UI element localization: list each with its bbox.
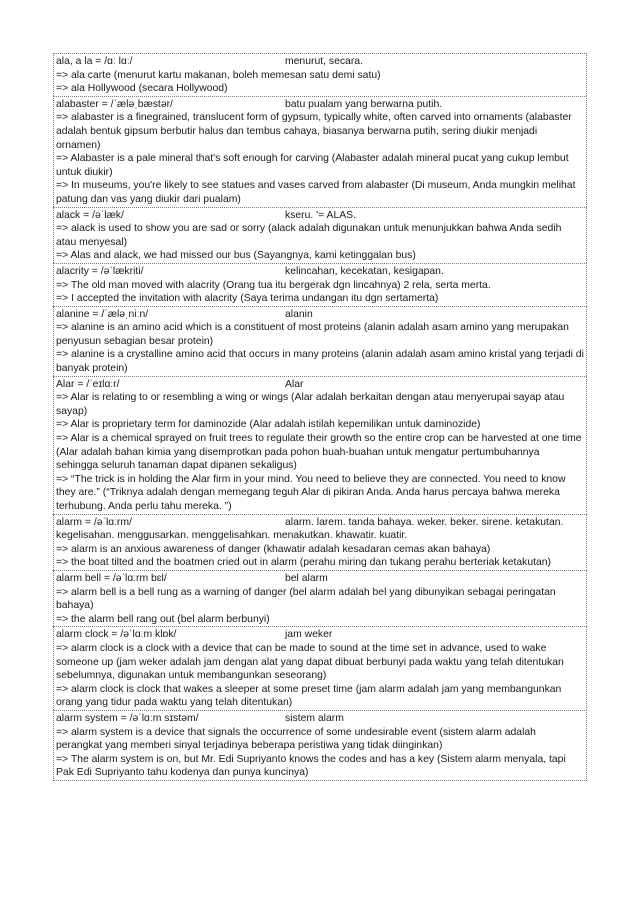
entry-head	[56, 572, 584, 586]
entry-term: alarm bell = /əˈlɑːrm bɛl/	[56, 572, 167, 584]
entry-meaning: alarm. larem. tanda bahaya. weker. beker. sirene. ketakutan.	[285, 516, 564, 528]
entry-example: => The alarm system is on, but Mr. Edi Supriyanto knows the codes and has a key (Sistem alarm menyala, tapi Pak Edi Supriyanto tahu kodenya dan punya kuncinya)	[56, 753, 566, 779]
entry-head	[56, 628, 584, 642]
entry-alar	[53, 376, 587, 514]
entry-term: alarm = /əˈlɑːrm/	[56, 516, 132, 528]
entry-term: alanine = /ˈæləˌniːn/	[56, 308, 149, 320]
entry-head	[56, 265, 584, 279]
entry-head	[56, 209, 584, 223]
entry-alanine	[53, 306, 587, 376]
entry-term: Alar = /ˈeɪlɑːr/	[56, 378, 120, 390]
entry-example: => I accepted the invitation with alacrity (Saya terima undangan itu dgn sertamerta)	[56, 293, 439, 305]
entry-head	[56, 712, 584, 726]
entry-alarm-bell	[53, 570, 587, 626]
entry-example: => Alar is a chemical sprayed on fruit trees to regulate their growth so the entire crop can be harvested at one time (Alar adalah bahan kimia yang disemprotkan pada pohon buah-buahan untuk mengatur pertumbuhannya sehingga seluruh tanaman dapat dipanen sekaligus)	[56, 433, 582, 472]
entry-example: => alarm is an anxious awareness of danger (khawatir adalah kesadaran cemas akan bahaya)	[56, 543, 491, 555]
entry-example: => ala carte (menurut kartu makanan, boleh memesan satu demi satu)	[56, 69, 381, 81]
entry-meaning: Alar	[285, 378, 304, 390]
entry-head	[56, 98, 584, 112]
entry-example: => alanine is a crystalline amino acid that occurs in many proteins (alanin adalah asam amino kristal yang terjadi di banyak protein)	[56, 349, 584, 375]
entry-alarm-clock	[53, 626, 587, 710]
entry-alarm-system	[53, 710, 587, 781]
entry-example: => alarm clock is a clock with a device that can be made to sound at the time set in advance, used to wake someone up (jam weker adalah jam dengan alat yang dapat dibuat berbunyi pada waktu yang telah ditentukan sebelumnya, digunakan untuk membangunkan seseorang)	[56, 642, 564, 682]
entry-head	[56, 308, 584, 322]
entry-example: => the boat tilted and the boatmen cried out in alarm (perahu miring dan tukang perahu berteriak ketakutan)	[56, 557, 552, 569]
entry-meaning: batu pualam yang berwarna putih.	[285, 98, 443, 110]
entry-alacrity	[53, 263, 587, 306]
entry-example: => alarm system is a device that signals the occurrence of some undesirable event (sistem alarm adalah perangkat yang memberi sinyal terjadinya beberapa peristiwa yang tidak diinginkan)	[56, 726, 536, 752]
entry-example: => Alas and alack, we had missed our bus (Sayangnya, kami ketinggalan bus)	[56, 250, 416, 262]
entry-head	[56, 516, 584, 530]
entry-example: => alanine is an amino acid which is a constituent of most proteins (alanin adalah asam amino yang merupakan penyusun sebagian besar protein)	[56, 322, 569, 347]
entry-example: => the alarm bell rang out (bel alarm berbunyi)	[56, 613, 270, 625]
entry-meaning: kseru. '= ALAS.	[285, 209, 357, 221]
entry-example: => alarm clock is clock that wakes a sleeper at some preset time (jam alarm adalah jam yang membangunkan orang yang tidur pada waktu yang telah ditentukan)	[56, 683, 562, 709]
entry-example: => alabaster is a finegrained, translucent form of gypsum, typically white, often carved into ornaments (alabaster adalah bentuk gipsum berbutir halus dan tembus cahaya, biasanya berwarna putih, sering diukir menjadi ornamen)	[56, 112, 572, 151]
entry-example: => In museums, you're likely to see statues and vases carved from alabaster (Di museum, Anda mungkin melihat patung dan vas yang diukir dari pualam)	[56, 180, 576, 205]
entry-term: alack = /əˈlæk/	[56, 209, 124, 221]
entry-ala	[53, 53, 587, 96]
entry-term: alabaster = /ˈæləˌbæstər/	[56, 98, 173, 110]
entry-example: => Alabaster is a pale mineral that's soft enough for carving (Alabaster adalah mineral pucat yang cukup lembut untuk diukir)	[56, 153, 569, 178]
dictionary-page	[53, 53, 587, 781]
entry-example: kegelisahan. menggusarkan. menggelisahkan. menakutkan. khawatir. kuatir.	[56, 530, 408, 542]
entry-term: alarm clock = /əˈlɑːm klɒk/	[56, 629, 177, 641]
entry-term: ala, a la = /ɑː lɑː/	[56, 56, 133, 67]
entry-term: alacrity = /əˈlækriti/	[56, 265, 144, 277]
entry-meaning: kelincahan, kecekatan, kesigapan.	[285, 265, 444, 277]
entry-example: => Alar is proprietary term for daminozide (Alar adalah istilah kepemilikan untuk daminozide)	[56, 419, 481, 431]
entry-example: => alarm bell is a bell rung as a warning of danger (bel alarm adalah bel yang dibunyikan sebagai peringatan bahaya)	[56, 586, 556, 612]
entry-term: alarm system = /əˈlɑːm sɪstəm/	[56, 712, 199, 724]
entry-alack	[53, 207, 587, 263]
entry-example: => The old man moved with alacrity (Orang tua itu bergerak dgn lincahnya) 2 rela, serta merta.	[56, 279, 491, 291]
entry-meaning: sistem alarm	[285, 712, 344, 724]
entry-alabaster	[53, 96, 587, 207]
entry-alarm	[53, 514, 587, 570]
entry-head	[56, 378, 584, 392]
entry-meaning: jam weker	[285, 629, 333, 641]
entry-example: => ala Hollywood (secara Hollywood)	[56, 83, 228, 95]
entry-meaning: alanin	[285, 308, 313, 320]
entry-head	[56, 55, 584, 69]
entry-meaning: menurut, secara.	[285, 56, 363, 67]
entry-example: => Alar is relating to or resembling a wing or wings (Alar adalah berkaitan dengan atau menyerupai sayap atau sayap)	[56, 392, 565, 417]
entry-meaning: bel alarm	[285, 572, 328, 584]
entry-example: => alack is used to show you are sad or sorry (alack adalah digunakan untuk menunjukkan bahwa Anda sedih atau menyesal)	[56, 223, 562, 248]
entry-example: => “The trick is in holding the Alar firm in your mind. You need to believe they are connected. You need to know they are.” (“Triknya adalah dengan memegang teguh Alar di pikiran Anda. Anda harus percaya bahwa mereka terhubung. Anda perlu tahu mereka. ”)	[56, 473, 566, 512]
